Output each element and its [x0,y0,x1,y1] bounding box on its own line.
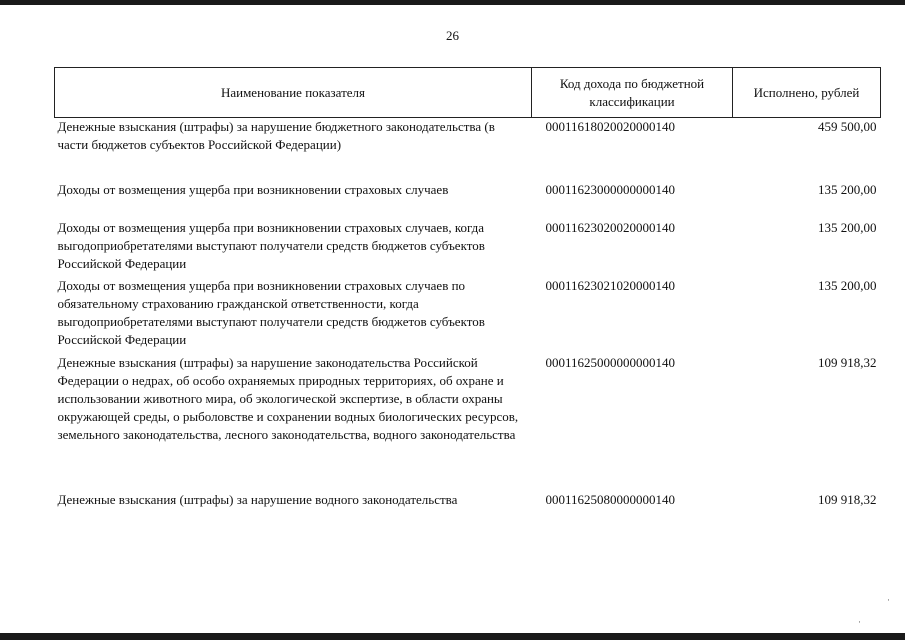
row-executed-amount: 135 200,00 [818,181,877,197]
row-indicator-name: Денежные взыскания (штрафы) за нарушение водного законодательства [57,491,458,507]
row-indicator-name: Доходы от возмещения ущерба при возникновении страховых случаев по обязательному страхованию гражданской ответственности, когда выгодоприобретателями выступают получатели средств бюджетов субъектов Российской Федерации [57,277,485,347]
row-revenue-code: 00011623020020000140 [545,219,676,235]
table-header-row [55,68,881,118]
row-indicator-name: Денежные взыскания (штрафы) за нарушение законодательства Российской Федерации о недрах, об особо охраняемых природных территориях, об охране и использовании животного мира, об экологической экспертизе, в области охраны окружающей среды, о рыболовстве и сохранении водных биологических ресурсов, земельного законодательства, лесного законодательства, водного законодательства [57,354,519,442]
table-row [55,491,881,531]
table-row [55,181,881,219]
row-revenue-code: 00011625000000000140 [545,354,676,370]
row-executed-amount: 109 918,32 [818,491,877,507]
top-border-rule [0,0,905,5]
table-row [55,118,881,181]
row-executed-amount: 135 200,00 [818,277,877,293]
row-indicator-name: Доходы от возмещения ущерба при возникновении страховых случаев [57,181,449,197]
row-revenue-code: 00011618020020000140 [545,119,676,134]
row-indicator-name: Денежные взыскания (штрафы) за нарушение бюджетного законодательства (в части бюджетов субъектов Российской Федерации) [57,119,495,152]
page-number: 26 [446,28,459,43]
bottom-border-rule [0,633,905,640]
header-revenue-code: Код дохода по бюджетной классификации [532,68,733,118]
table-row [55,354,881,491]
row-indicator-name: Доходы от возмещения ущерба при возникновении страховых случаев, когда выгодоприобретателями выступают получатели средств бюджетов субъектов Российской Федерации [57,219,485,271]
row-revenue-code: 00011623000000000140 [545,181,676,197]
header-executed-amount: Исполнено, рублей [733,68,881,118]
table-row [55,219,881,277]
table-row [55,277,881,354]
row-revenue-code: 00011625080000000140 [545,491,676,507]
row-executed-amount: 459 500,00 [818,119,877,134]
scan-speck: · [887,595,890,605]
row-executed-amount: 109 918,32 [818,354,877,370]
header-indicator-name: Наименование показателя [55,68,532,118]
row-executed-amount: 135 200,00 [818,219,877,235]
revenue-table [54,67,881,531]
row-revenue-code: 00011623021020000140 [545,277,676,293]
scan-speck: · [858,617,861,627]
